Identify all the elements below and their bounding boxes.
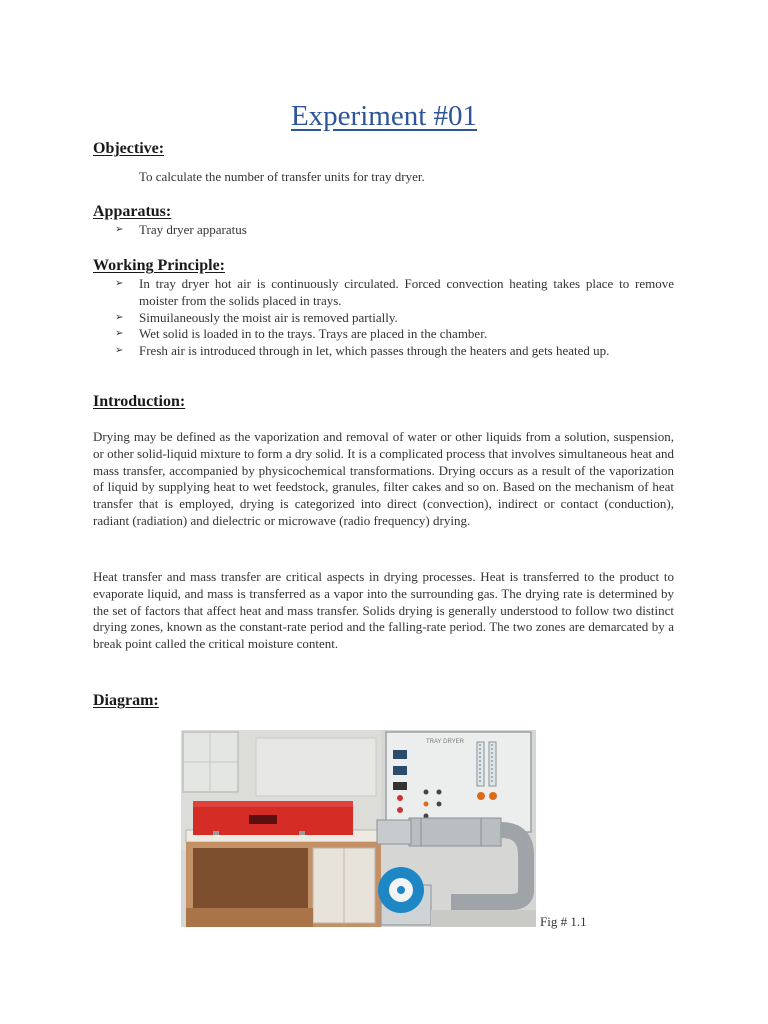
list-item: [115, 222, 674, 239]
objective-text: To calculate the number of transfer units for tray dryer.: [139, 169, 425, 184]
apparatus-list: [115, 222, 674, 239]
introduction-heading: Introduction:: [93, 393, 186, 410]
page-title: Experiment #01: [290, 100, 478, 132]
arrow-bullet-icon: ➢: [115, 345, 124, 357]
diagram-heading: Diagram:: [93, 692, 159, 709]
list-item-text: Simuilaneously the moist air is removed partially.: [139, 309, 398, 325]
working-principle-heading: Working Principle:: [93, 257, 225, 274]
list-item: [115, 343, 674, 360]
working-principle-list: [115, 276, 674, 360]
introduction-paragraph-1: Drying may be defined as the vaporization and removal of water or other liquids from a solution, suspension, or other solid-liquid mixture to form a dry solid. It is a complicated process that involves simultaneous heat and mass transfer, accompanied by physicochemical transformations. Drying occurs as a result of the vaporization of liquid by supplying heat to wet feedstock, granules, filter cakes and so on. Based on the mechanism of heat transfer that is employed, drying is categorized into direct (convection), indirect or contact (conduction), radiant (radiation) and dielectric or microwave (radio frequency) drying.: [93, 429, 674, 528]
list-item-text: Tray dryer apparatus: [139, 222, 247, 237]
arrow-bullet-icon: ➢: [115, 224, 124, 235]
apparatus-heading: Apparatus:: [93, 203, 172, 220]
objective-heading: Objective:: [93, 140, 165, 157]
arrow-bullet-icon: ➢: [115, 278, 124, 289]
list-item-text: Fresh air is introduced through in let, which passes through the heaters and gets heated up.: [139, 343, 610, 359]
arrow-bullet-icon: ➢: [115, 328, 124, 340]
list-item-text: In tray dryer hot air is continuously circulated. Forced convection heating takes place to remove moister from the solids placed in trays.: [139, 276, 674, 308]
arrow-bullet-icon: ➢: [115, 311, 124, 323]
introduction-paragraph-2: Heat transfer and mass transfer are critical aspects in drying processes. Heat is transferred to the product to evaporate liquid, and mass is transferred as a vapor into the surrounding gas. The drying rate is determined by the set of factors that affect heat and mass transfer. Solids drying is generally understood to follow two distinct drying zones, known as the constant-rate period and the falling-rate period. The two zones are demarcated by a break point called the critical moisture content.: [93, 569, 674, 652]
panel-label: TRAY DRYER: [426, 739, 465, 745]
list-item: [115, 310, 674, 327]
list-item-text: Wet solid is loaded in to the trays. Trays are placed in the chamber.: [139, 326, 488, 342]
list-item: [115, 326, 674, 343]
tray-dryer-photo: [181, 730, 536, 927]
list-item: [115, 276, 674, 310]
figure-caption: Fig # 1.1: [540, 914, 587, 929]
